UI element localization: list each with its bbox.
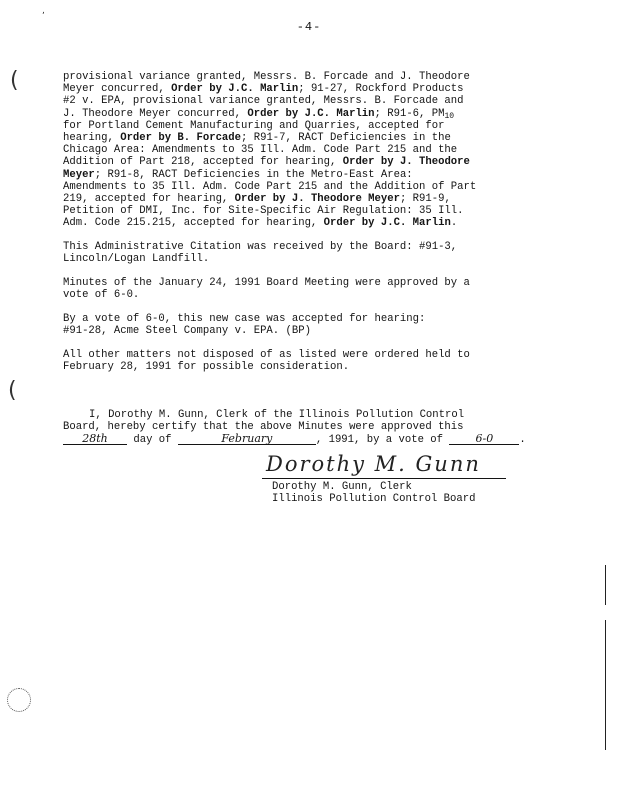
- paragraph-other-matters: [63, 349, 543, 373]
- page-number: -4-: [296, 20, 322, 34]
- text-line: I, Dorothy M. Gunn, Clerk of the Illinois Pollution Control: [89, 409, 465, 421]
- hole-punch-mark-1: (: [10, 68, 19, 93]
- text-line: February 28, 1991 for possible consideration.: [63, 361, 350, 374]
- recycled-logo: [7, 688, 31, 712]
- text-line: Lincoln/Logan Landfill.: [63, 253, 210, 266]
- paragraph-new-case: [63, 313, 543, 337]
- text-line: 219, accepted for hearing, Order by J. Theodore Meyer; R91-9,: [63, 193, 451, 206]
- text-line: 28th day of February , 1991, by a vote of 6-0 .: [63, 433, 543, 446]
- paragraph-minutes: [63, 277, 543, 301]
- text-line: Minutes of the January 24, 1991 Board Meeting were approved by a: [63, 277, 470, 289]
- margin-line-2: [605, 620, 606, 750]
- text-line: Chicago Area: Amendments to 35 Ill. Adm. Code Part 215 and the: [63, 144, 458, 157]
- text-line: J. Theodore Meyer concurred, Order by J.C. Marlin; R91-6, $PM_{10}$: [63, 107, 455, 121]
- month-field: February: [178, 433, 316, 445]
- board-name: Illinois Pollution Control Board: [272, 493, 476, 506]
- text-line: Amendments to 35 Ill. Adm. Code Part 215 and the Addition of Part: [63, 180, 477, 193]
- text-line: vote of 6-0.: [63, 289, 140, 302]
- signature-line: [262, 478, 506, 479]
- paragraph-orders: [63, 71, 543, 230]
- margin-line-1: [605, 565, 606, 605]
- day-field: 28th: [63, 433, 127, 445]
- hole-punch-mark-2: (: [8, 378, 17, 403]
- paragraph-citation: [63, 241, 543, 265]
- text-line: This Administrative Citation was received by the Board: #91-3,: [63, 241, 458, 253]
- text-line: Meyer concurred, Order by J.C. Marlin; 91-27, Rockford Products: [63, 83, 464, 96]
- text-line: Adm. Code 215.215, accepted for hearing, Order by J.C. Marlin.: [63, 217, 458, 230]
- certification: [63, 409, 543, 447]
- text-line: By a vote of 6-0, this new case was accepted for hearing:: [63, 313, 426, 325]
- vote-field: 6-0: [449, 433, 519, 445]
- text-line: #91-28, Acme Steel Company v. EPA. (BP): [63, 325, 311, 338]
- text-line: All other matters not disposed of as listed were ordered held to: [63, 349, 470, 361]
- text-line: Addition of Part 218, accepted for hearing, Order by J. Theodore: [63, 156, 470, 169]
- text-line: for Portland Cement Manufacturing and Quarries, accepted for: [63, 119, 445, 132]
- text-line: Petition of DMI, Inc. for Site-Specific Air Regulation: 35 Ill.: [63, 205, 464, 218]
- signature-block: [272, 481, 475, 505]
- scan-mark-top: ,: [42, 6, 45, 16]
- text-line: Meyer; R91-8, RACT Deficiencies in the Metro-East Area:: [63, 168, 413, 181]
- clerk-name: Dorothy M. Gunn, Clerk: [272, 481, 412, 493]
- text-line: Board, hereby certify that the above Minutes were approved this: [63, 421, 464, 434]
- handwritten-signature: Dorothy M. Gunn: [266, 452, 481, 476]
- text-line: #2 v. EPA, provisional variance granted, Messrs. B. Forcade and: [63, 95, 464, 108]
- text-line: provisional variance granted, Messrs. B. Forcade and J. Theodore: [63, 71, 470, 83]
- text-line: hearing, Order by B. Forcade; R91-7, RACT Deficiencies in the: [63, 132, 451, 145]
